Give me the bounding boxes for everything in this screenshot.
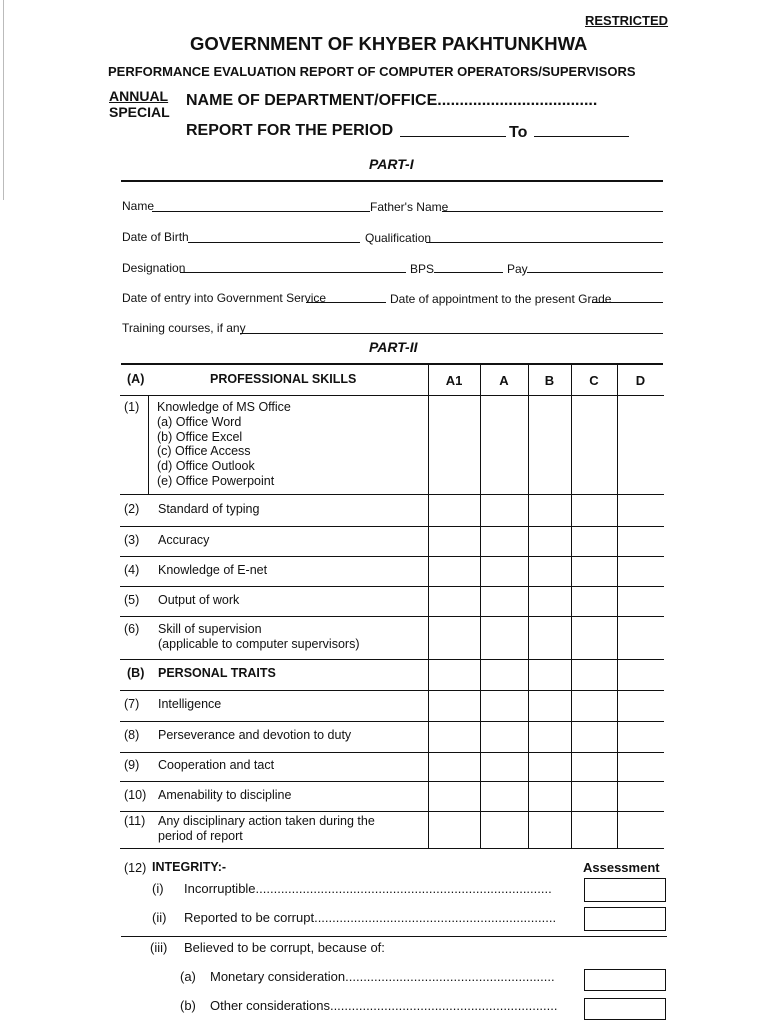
fathers-name-label: Father's Name [370,200,449,214]
rating-cell-b[interactable] [529,396,570,493]
rating-cell-a[interactable] [481,812,527,847]
row-label: Any disciplinary action taken during the [158,813,375,828]
monetary-assessment-box[interactable] [584,969,666,991]
rating-cell-b[interactable] [529,495,570,525]
row-number: (5) [124,592,140,607]
integrity-a-label: Monetary consideration.......................................................... [210,969,555,984]
assessment-label: Assessment [583,860,660,875]
rating-cell-d[interactable] [618,527,663,555]
rating-cell-d[interactable] [618,782,663,810]
integrity-iii-number: (iii) [150,940,168,955]
row-label: Knowledge of E-net [158,562,268,577]
rating-cell-a1[interactable] [429,782,479,810]
rating-cell-b[interactable] [529,617,570,658]
row-label: Intelligence [158,697,222,712]
row-sublabel: (d) Office Outlook [157,459,255,474]
integrity-b-label: Other considerations............................................................... [210,998,558,1013]
row-number: (11) [124,813,146,828]
rating-cell-c[interactable] [572,617,616,658]
period-label: REPORT FOR THE PERIOD [186,122,394,139]
row-label: PERSONAL TRAITS [158,666,276,681]
rating-cell-a[interactable] [481,557,527,585]
part2-divider [121,363,663,365]
part2-title: PART-II [369,339,418,355]
annual-label: ANNUAL [109,88,169,104]
rating-cell-d[interactable] [618,753,663,780]
pay-line [527,272,663,273]
row-number: (4) [124,562,140,577]
name-line [152,211,370,212]
rating-cell-a[interactable] [481,617,527,658]
period-to-line [534,136,629,137]
rating-cell-c[interactable] [572,722,616,751]
rating-cell-c[interactable] [572,527,616,555]
rating-cell-a1[interactable] [429,617,479,658]
integrity-a-number: (a) [180,969,196,984]
row-label: Amenability to discipline [158,787,292,802]
row-label: Standard of typing [158,501,260,516]
rating-cell-c[interactable] [572,495,616,525]
rating-cell-d[interactable] [618,691,663,720]
part1-title: PART-I [369,156,414,172]
qualification-line [426,242,663,243]
row-label: Cooperation and tact [158,758,275,773]
rating-cell-a[interactable] [481,495,527,525]
row-number: (1) [124,400,140,414]
rating-cell-b[interactable] [529,753,570,780]
row-sublabel: (applicable to computer supervisors) [158,636,360,651]
table-row-line [120,659,664,660]
integrity-iii-label: Believed to be corrupt, because of: [184,940,385,955]
integrity-b-number: (b) [180,998,196,1013]
rating-cell-d[interactable] [618,495,663,525]
rating-cell-b[interactable] [529,691,570,720]
qualification-label: Qualification [365,231,432,245]
pay-label: Pay [507,262,528,276]
rating-cell-a[interactable] [481,691,527,720]
bps-line [434,272,503,273]
rating-cell-a[interactable] [481,396,527,493]
rating-cell-a1[interactable] [429,691,479,720]
rating-cell-b[interactable] [529,722,570,751]
grade-header-d: D [635,373,646,388]
special-label: SPECIAL [109,104,170,120]
rating-cell-a[interactable] [481,753,527,780]
row-number: (7) [124,697,140,712]
integrity-divider [121,936,667,937]
rating-cell-a1[interactable] [429,587,479,615]
row-number: (9) [124,758,140,773]
rating-cell-a1[interactable] [429,753,479,780]
rating-cell-c[interactable] [572,812,616,847]
table-col-divider [148,395,149,494]
training-label: Training courses, if any [122,321,246,335]
row-label: Knowledge of MS Office [157,400,291,414]
designation-label: Designation [122,261,186,275]
part1-divider [121,180,663,182]
date-entry-line [306,302,386,303]
rating-cell-a1[interactable] [429,722,479,751]
rating-cell-a[interactable] [481,722,527,751]
rating-cell-c[interactable] [572,782,616,810]
rating-cell-a1[interactable] [429,557,479,585]
row-sublabel: period of report [158,828,243,843]
row-label: Accuracy [158,532,210,547]
page-edge-shadow [3,0,4,200]
row-sublabel: (b) Office Excel [157,429,243,444]
integrity-i-number: (i) [152,881,164,896]
rating-cell-c[interactable] [572,396,616,493]
corrupt-assessment-box[interactable] [584,907,666,931]
rating-cell-c[interactable] [572,753,616,780]
rating-cell-d[interactable] [618,617,663,658]
row-sublabel: (a) Office Word [157,414,242,429]
incorruptible-assessment-box[interactable] [584,878,666,902]
rating-cell-a[interactable] [481,782,527,810]
row-number: (6) [124,621,140,636]
integrity-number: (12) [124,861,147,875]
rating-cell-b[interactable] [529,557,570,585]
rating-cell-b[interactable] [529,782,570,810]
row-number: (2) [124,501,140,516]
grade-header-a: A [499,373,509,388]
grade-header-a1: A1 [445,373,463,388]
date-entry-label: Date of entry into Government Service [122,291,327,305]
rating-cell-a1[interactable] [429,812,479,847]
period-from-line [400,136,506,137]
row-number: (10) [124,787,147,802]
bps-label: BPS [410,262,435,276]
integrity-title: INTEGRITY:- [152,860,227,874]
designation-line [180,272,406,273]
rating-cell-c[interactable] [572,587,616,615]
table-row-line [120,848,664,849]
rating-cell-a[interactable] [481,527,527,555]
row-number: (8) [124,728,140,743]
rating-cell-b[interactable] [529,812,570,847]
row-label: Perseverance and devotion to duty [158,728,352,743]
training-line [240,333,663,334]
government-title: GOVERNMENT OF KHYBER PAKHTUNKHWA [190,33,588,54]
section-a-code: (A) [127,372,145,386]
rating-cell-a[interactable] [481,587,527,615]
rating-cell-b[interactable] [529,587,570,615]
grade-header-b: B [544,373,555,388]
row-sublabel: (c) Office Access [157,444,251,459]
rating-cell-a1[interactable] [429,396,479,493]
department-field: NAME OF DEPARTMENT/OFFICE.................................... [186,92,598,109]
integrity-ii-label: Reported to be corrupt................................................................... [184,910,557,925]
date-appointment-label: Date of appointment to the present Grade [390,292,612,306]
row-sublabel: (e) Office Powerpoint [157,474,275,488]
dob-label: Date of Birth [122,230,189,244]
rating-cell-a1[interactable] [429,527,479,555]
section-a-title: PROFESSIONAL SKILLS [210,372,357,386]
rating-cell-d[interactable] [618,396,663,493]
row-label: Output of work [158,592,240,607]
period-to-label: To [509,124,528,141]
rating-cell-c[interactable] [572,691,616,720]
row-number: (3) [124,532,140,547]
row-label: Skill of supervision [158,621,262,636]
row-number: (B) [127,666,145,681]
other-assessment-box[interactable] [584,998,666,1020]
report-title: PERFORMANCE EVALUATION REPORT OF COMPUTER OPERATORS/SUPERVISORS [108,64,636,79]
fathers-name-line [442,211,663,212]
integrity-ii-number: (ii) [152,910,167,925]
integrity-i-label: Incorruptible.................................................................................. [184,881,552,896]
rating-cell-d[interactable] [618,557,663,585]
rating-cell-c[interactable] [572,557,616,585]
date-appointment-line [592,302,663,303]
name-label: Name [122,199,155,213]
restricted-label: RESTRICTED [585,13,669,28]
rating-cell-d[interactable] [618,587,663,615]
grade-header-c: C [589,373,599,388]
rating-cell-d[interactable] [618,722,663,751]
dob-line [188,242,360,243]
rating-cell-b[interactable] [529,527,570,555]
rating-cell-d[interactable] [618,812,663,847]
rating-cell-a1[interactable] [429,495,479,525]
